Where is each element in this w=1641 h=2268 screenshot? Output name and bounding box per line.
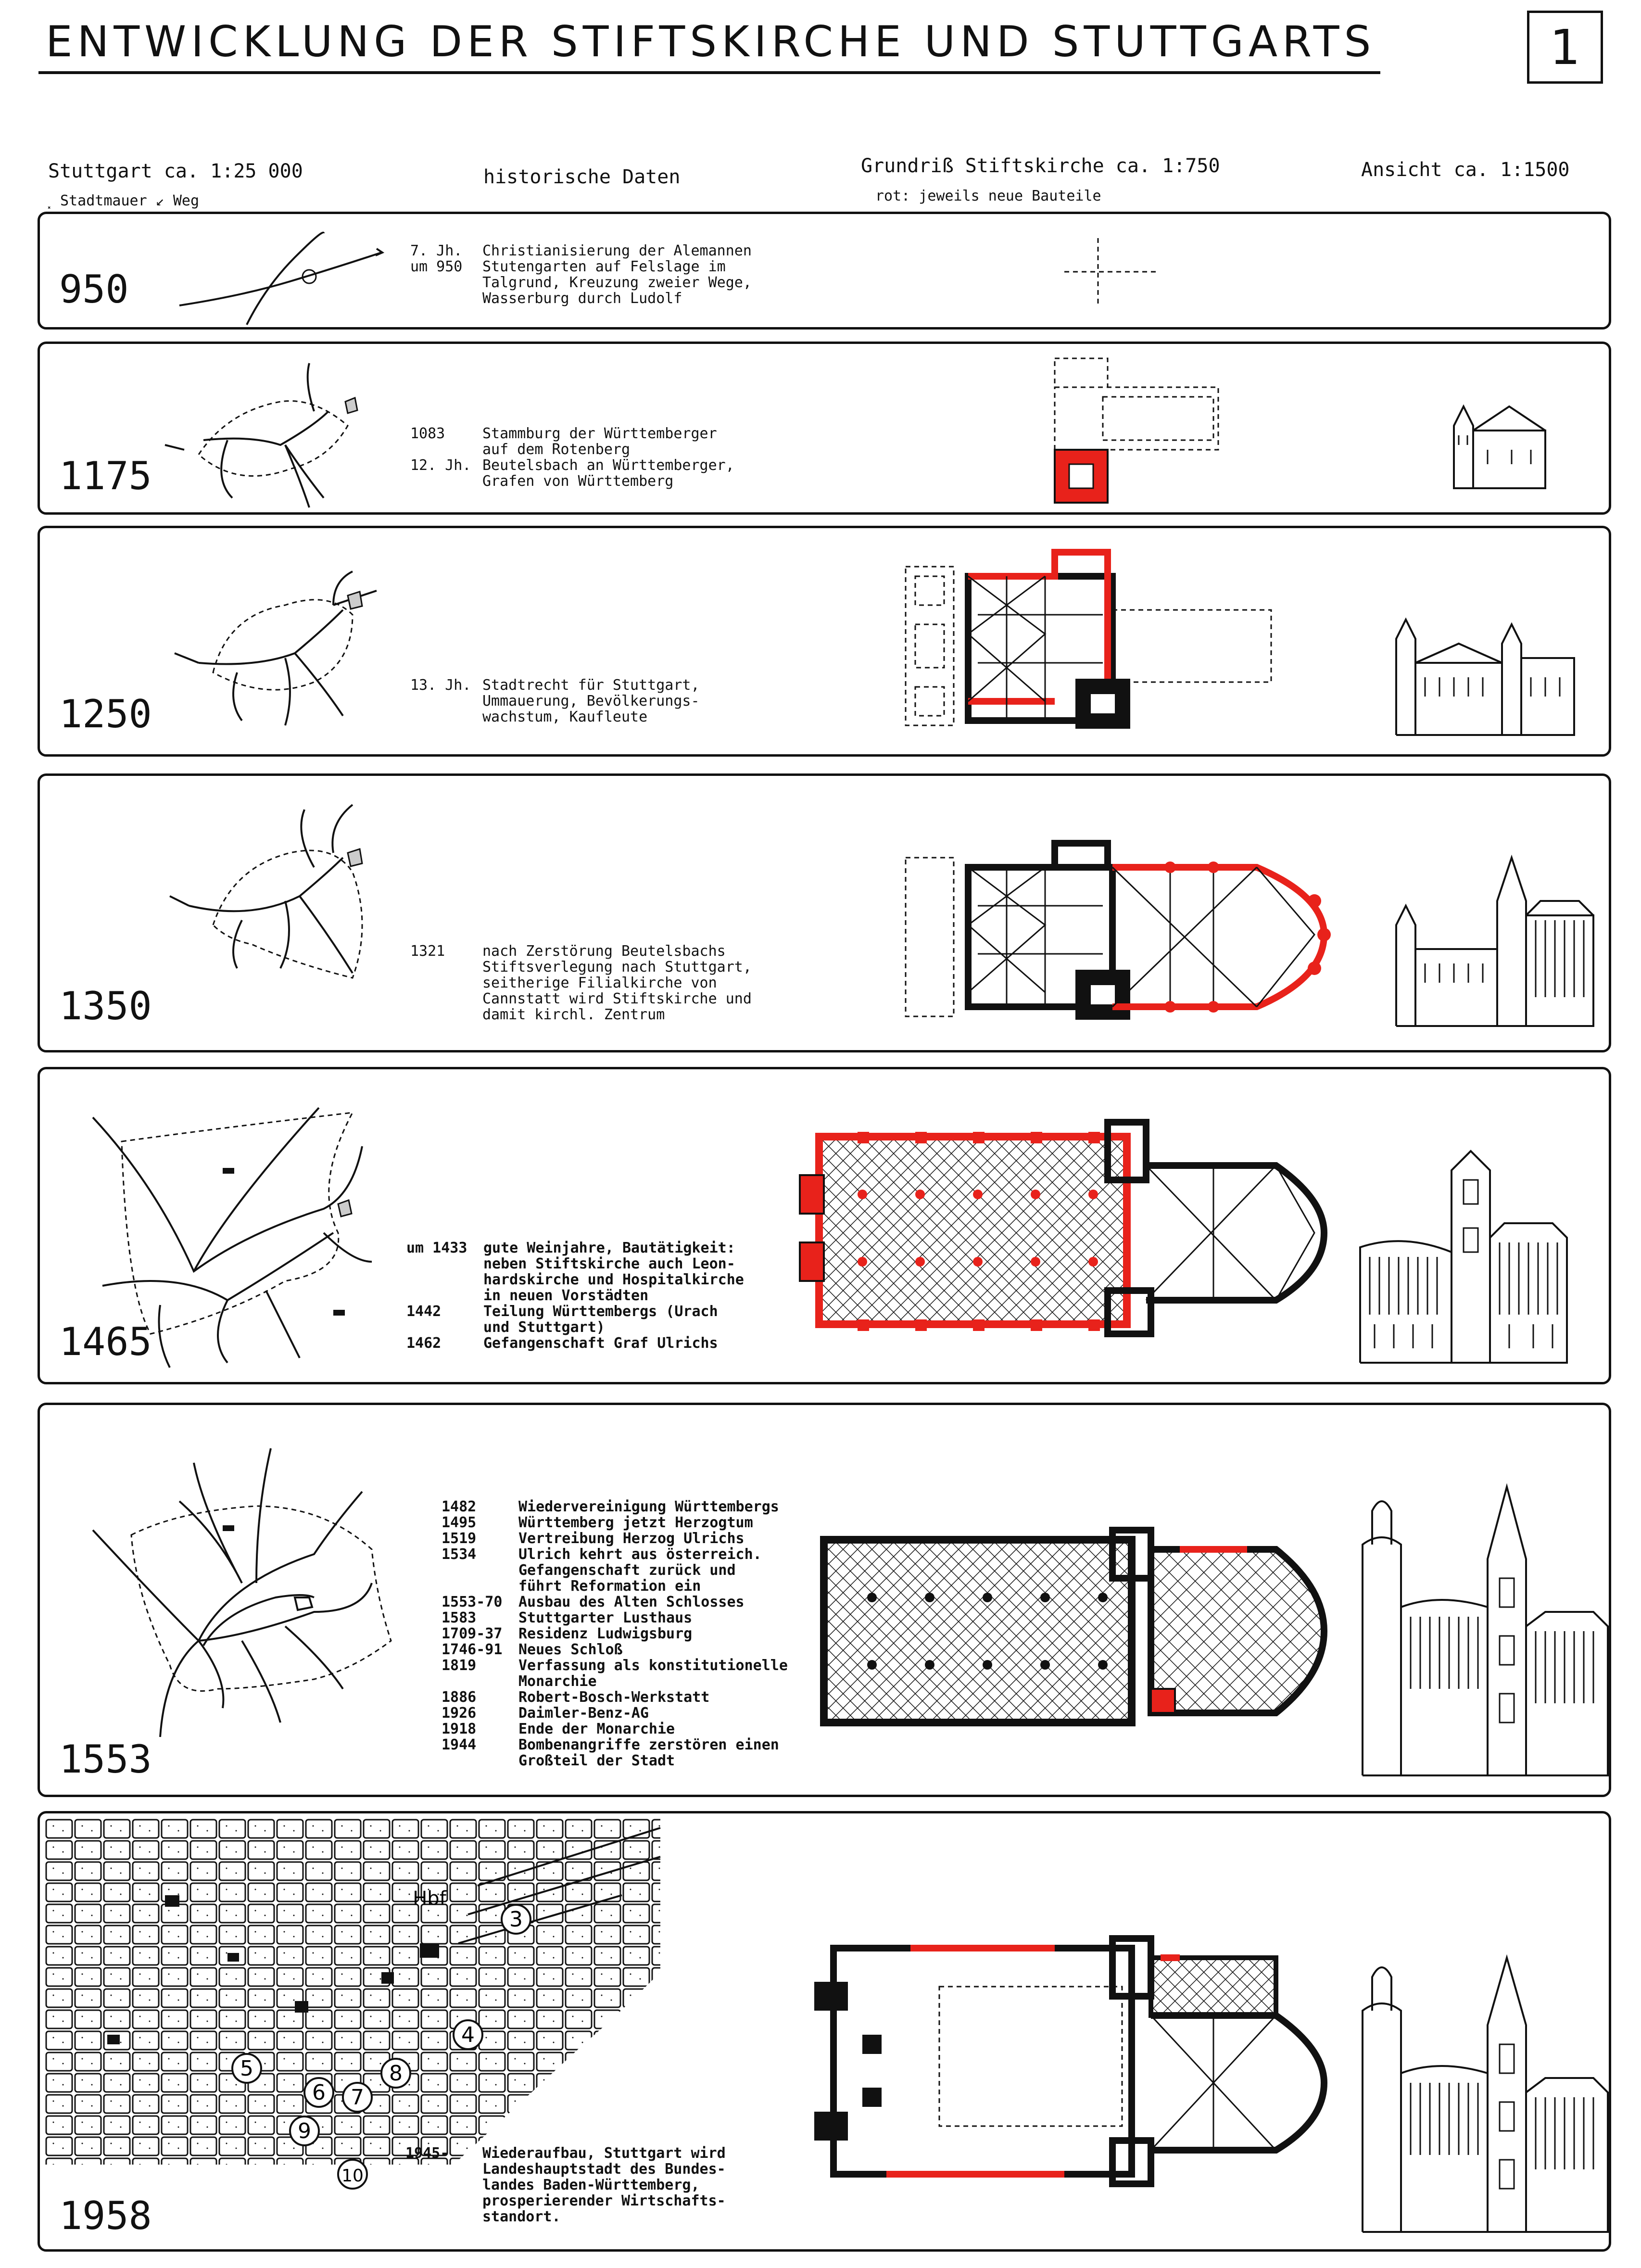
event-line xyxy=(410,426,734,442)
event-line xyxy=(410,275,752,291)
event-text: seitherige Filialkirche von xyxy=(482,975,717,991)
event-text: Verfassung als konstitutionelle xyxy=(518,1657,788,1674)
event-date xyxy=(406,1319,483,1335)
event-date xyxy=(410,473,482,489)
event-date xyxy=(410,975,482,991)
church-view-1175 xyxy=(1444,387,1569,493)
period-year: 1958 xyxy=(59,2193,152,2238)
event-text: Talgrund, Kreuzung zweier Wege, xyxy=(482,274,752,291)
period-row-1175 xyxy=(38,342,1611,515)
event-text: Bombenangriffe zerstören einen xyxy=(518,1736,779,1753)
event-line xyxy=(405,2193,726,2209)
event-line xyxy=(442,1531,788,1546)
period-row-1958 xyxy=(38,1811,1611,2252)
period-row-950 xyxy=(38,212,1611,329)
event-date: 7. Jh. xyxy=(410,242,463,259)
event-line xyxy=(442,1594,788,1610)
map-marker-label: 6 xyxy=(312,2080,326,2105)
history-events xyxy=(410,943,752,1023)
period-row-1553 xyxy=(38,1403,1611,1797)
event-line xyxy=(406,1256,744,1272)
event-text: in neuen Vorstädten xyxy=(483,1287,649,1304)
event-text: hardskirche und Hospitalkirche xyxy=(483,1271,744,1288)
event-date xyxy=(405,2177,482,2193)
period-year: 1465 xyxy=(59,1319,152,1364)
event-line xyxy=(442,1705,788,1721)
event-date xyxy=(442,1578,518,1594)
event-line xyxy=(442,1578,788,1594)
church-plan-1465 xyxy=(800,1117,1334,1343)
city-map-1250 xyxy=(170,557,420,749)
church-plan-1175 xyxy=(1050,354,1271,507)
event-line xyxy=(410,442,734,457)
plan-column-note: rot: jeweils neue Bauteile xyxy=(875,188,1101,204)
event-text: Ausbau des Alten Schlosses xyxy=(518,1594,745,1610)
plan-column-label: Grundriß Stiftskirche ca. 1:750 xyxy=(861,155,1220,177)
event-line xyxy=(410,243,752,259)
event-line xyxy=(410,709,700,725)
event-date xyxy=(410,709,482,725)
church-plan-1958 xyxy=(814,1929,1334,2198)
map-station-label: Hbf xyxy=(413,1888,446,1910)
history-events xyxy=(410,243,752,306)
page-number-box: 1 xyxy=(1527,11,1603,84)
event-date: 1553-70 xyxy=(442,1594,503,1610)
event-text: Robert-Bosch-Werkstatt xyxy=(518,1689,710,1706)
event-text: Landeshauptstadt des Bundes- xyxy=(482,2161,726,2178)
event-line xyxy=(410,975,752,991)
church-plan-1350 xyxy=(901,838,1343,1026)
event-text: Gefangenschaft Graf Ulrichs xyxy=(483,1335,718,1352)
map-column-label: Stuttgart ca. 1:25 000 xyxy=(48,160,303,182)
city-map-1175 xyxy=(155,354,405,512)
event-text: Beutelsbach an Württemberger, xyxy=(482,457,734,474)
event-date xyxy=(442,1562,518,1578)
event-text: Ulrich kehrt aus österreich. xyxy=(518,1546,762,1563)
event-text: Stiftsverlegung nach Stuttgart, xyxy=(482,959,752,976)
event-text: Stadtrecht für Stuttgart, xyxy=(482,677,700,694)
event-date: 1519 xyxy=(442,1530,477,1547)
event-line xyxy=(442,1737,788,1753)
event-date xyxy=(410,442,482,457)
period-row-1250 xyxy=(38,526,1611,757)
church-view-1553 xyxy=(1353,1482,1622,1780)
event-line xyxy=(410,693,700,709)
event-date: 1583 xyxy=(442,1609,477,1626)
event-date: 1918 xyxy=(442,1721,477,1737)
history-events xyxy=(405,2145,726,2225)
period-year: 1553 xyxy=(59,1737,152,1782)
event-date xyxy=(410,693,482,709)
period-year: 950 xyxy=(59,267,129,312)
map-legend-path: Weg xyxy=(173,192,200,209)
event-date: 1083 xyxy=(410,425,445,442)
city-map-950 xyxy=(170,224,410,329)
event-line xyxy=(442,1689,788,1705)
event-line xyxy=(410,1007,752,1023)
event-text: Wasserburg durch Ludolf xyxy=(482,290,682,307)
event-line xyxy=(406,1335,744,1351)
event-text: neben Stiftskirche auch Leon- xyxy=(483,1255,735,1272)
event-text: Stuttgarter Lusthaus xyxy=(518,1609,693,1626)
event-text: Monarchie xyxy=(518,1673,597,1690)
event-line xyxy=(406,1319,744,1335)
event-text: nach Zerstörung Beutelsbachs xyxy=(482,943,726,960)
event-line xyxy=(405,2145,726,2161)
period-year: 1175 xyxy=(59,454,152,498)
event-date xyxy=(410,291,482,306)
church-view-1958 xyxy=(1353,1953,1622,2237)
event-line xyxy=(406,1272,744,1288)
map-marker-label: 5 xyxy=(240,2056,253,2081)
event-date: 1926 xyxy=(442,1705,477,1722)
map-marker-label: 4 xyxy=(461,2023,475,2047)
event-text: Ende der Monarchie xyxy=(518,1721,675,1737)
map-legend xyxy=(48,190,199,210)
event-text: wachstum, Kaufleute xyxy=(482,709,648,725)
event-line xyxy=(442,1626,788,1642)
event-line xyxy=(410,959,752,975)
event-line xyxy=(406,1288,744,1304)
event-date: 1495 xyxy=(442,1514,477,1531)
event-text: auf dem Rotenberg xyxy=(482,441,631,458)
event-text: Daimler-Benz-AG xyxy=(518,1705,649,1722)
map-marker-label: 8 xyxy=(389,2061,403,2086)
church-view-1465 xyxy=(1355,1141,1625,1368)
event-text: führt Reformation ein xyxy=(518,1578,701,1595)
event-date: um 950 xyxy=(410,258,463,275)
event-text: gute Weinjahre, Bautätigkeit: xyxy=(483,1240,735,1256)
event-text: Cannstatt wird Stiftskirche und xyxy=(482,990,752,1007)
event-text: standort. xyxy=(482,2208,561,2225)
event-text: Gefangenschaft zurück und xyxy=(518,1562,736,1579)
event-date: 1819 xyxy=(442,1657,477,1674)
event-line xyxy=(410,943,752,959)
event-text: Wiedervereinigung Württembergs xyxy=(518,1498,779,1515)
title-underline xyxy=(38,71,1380,74)
event-date: 1746-91 xyxy=(442,1641,503,1658)
event-date: 1321 xyxy=(410,943,445,960)
map-legend-wall: Stadtmauer xyxy=(60,192,147,209)
event-date xyxy=(410,275,482,291)
event-date: 12. Jh. xyxy=(410,457,471,474)
event-line xyxy=(410,677,700,693)
event-date xyxy=(406,1272,483,1288)
history-events xyxy=(442,1499,788,1769)
history-events xyxy=(410,426,734,489)
event-date: um 1433 xyxy=(406,1240,467,1256)
event-text: Stammburg der Württemberger xyxy=(482,425,717,442)
event-text: Grafen von Württemberg xyxy=(482,473,674,490)
view-column-label: Ansicht ca. 1:1500 xyxy=(1361,159,1570,181)
map-marker-label: 7 xyxy=(351,2085,364,2110)
event-line xyxy=(442,1610,788,1626)
period-year: 1250 xyxy=(59,692,152,736)
event-line xyxy=(442,1753,788,1769)
event-line xyxy=(442,1721,788,1737)
event-line xyxy=(442,1515,788,1531)
period-row-1465 xyxy=(38,1067,1611,1384)
event-text: landes Baden-Württemberg, xyxy=(482,2177,700,2193)
event-text: und Stuttgart) xyxy=(483,1319,605,1336)
map-marker-label: 3 xyxy=(509,1907,523,1932)
event-date: 1534 xyxy=(442,1546,477,1563)
event-line xyxy=(442,1499,788,1515)
period-row-1350 xyxy=(38,773,1611,1052)
church-plan-950 xyxy=(1060,233,1165,310)
event-line xyxy=(405,2177,726,2193)
church-view-1250 xyxy=(1387,596,1589,740)
event-line xyxy=(406,1240,744,1256)
event-date: 13. Jh. xyxy=(410,677,471,694)
event-text: damit kirchl. Zentrum xyxy=(482,1006,665,1023)
event-text: Ummauerung, Bevölkerungs- xyxy=(482,693,700,710)
event-date: 1482 xyxy=(442,1498,477,1515)
history-events xyxy=(406,1240,744,1351)
church-plan-1250 xyxy=(901,547,1281,745)
event-line xyxy=(442,1642,788,1658)
event-line xyxy=(442,1658,788,1673)
event-date: 1709-37 xyxy=(442,1625,503,1642)
event-text: Teilung Württembergs (Urach xyxy=(483,1303,718,1320)
event-line xyxy=(406,1304,744,1319)
event-date xyxy=(442,1753,518,1769)
history-column-label: historische Daten xyxy=(483,166,681,188)
event-date xyxy=(442,1673,518,1689)
event-date: 1442 xyxy=(406,1303,442,1320)
event-date xyxy=(406,1256,483,1272)
event-line xyxy=(442,1562,788,1578)
city-map-1553 xyxy=(83,1439,434,1775)
event-date xyxy=(405,2209,482,2225)
history-events xyxy=(410,677,700,725)
church-plan-1553 xyxy=(814,1520,1334,1751)
event-date xyxy=(410,959,482,975)
map-marker-label: 9 xyxy=(298,2119,311,2143)
city-map-1465 xyxy=(83,1089,429,1377)
event-text: Wiederaufbau, Stuttgart wird xyxy=(482,2145,726,2162)
event-text: Neues Schloß xyxy=(518,1641,623,1658)
church-view-1350 xyxy=(1387,853,1608,1031)
event-text: prosperierender Wirtschafts- xyxy=(482,2192,726,2209)
path-legend-icon: ↙ xyxy=(155,192,164,209)
event-line xyxy=(405,2161,726,2177)
wall-legend-icon: ⸼ xyxy=(48,192,51,209)
event-line xyxy=(442,1673,788,1689)
event-line xyxy=(405,2209,726,2225)
city-map-1350 xyxy=(170,790,420,1007)
page-title: ENTWICKLUNG DER STIFTSKIRCHE UND STUTTGARTS xyxy=(46,17,1376,66)
city-map-1958 xyxy=(45,1818,670,2184)
event-text: Württemberg jetzt Herzogtum xyxy=(518,1514,753,1531)
event-date xyxy=(405,2161,482,2177)
event-date xyxy=(405,2193,482,2209)
event-text: Stutengarten auf Felslage im xyxy=(482,258,726,275)
event-date: 1944 xyxy=(442,1736,477,1753)
event-line xyxy=(410,473,734,489)
event-text: Residenz Ludwigsburg xyxy=(518,1625,693,1642)
event-line xyxy=(410,259,752,275)
event-line xyxy=(410,291,752,306)
map-marker-label: 10 xyxy=(341,2166,364,2186)
event-text: Christianisierung der Alemannen xyxy=(482,242,752,259)
event-date xyxy=(410,991,482,1007)
event-date xyxy=(410,1007,482,1023)
event-date xyxy=(406,1288,483,1304)
event-date: 1886 xyxy=(442,1689,477,1706)
event-text: Großteil der Stadt xyxy=(518,1752,675,1769)
event-text: Vertreibung Herzog Ulrichs xyxy=(518,1530,745,1547)
event-line xyxy=(410,457,734,473)
event-line xyxy=(442,1546,788,1562)
event-date: 1462 xyxy=(406,1335,442,1352)
event-date: 1945- xyxy=(405,2145,449,2162)
event-line xyxy=(410,991,752,1007)
period-year: 1350 xyxy=(59,984,152,1028)
